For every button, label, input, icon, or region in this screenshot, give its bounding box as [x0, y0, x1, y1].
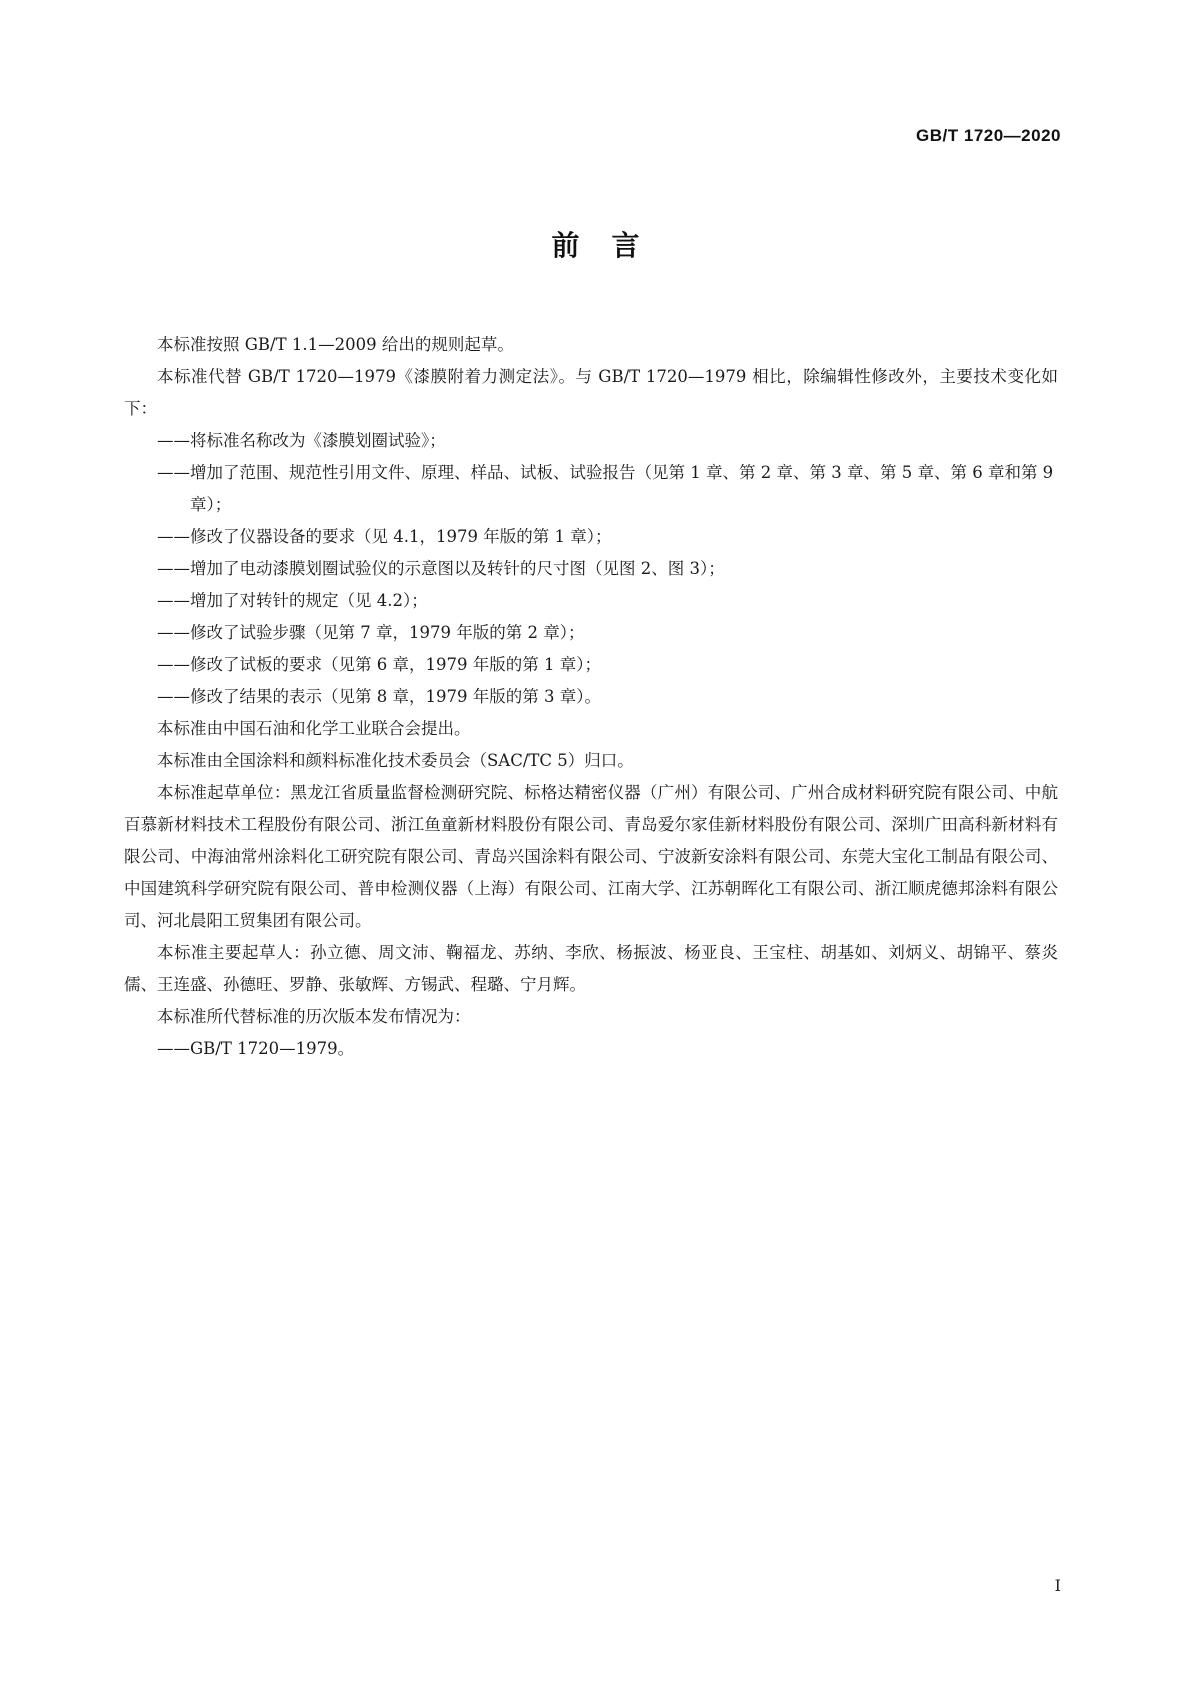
- list-item: ——修改了结果的表示（见第 8 章，1979 年版的第 3 章）。: [157, 687, 601, 706]
- paragraph-committee: 本标准由全国涂料和颜料标准化技术委员会（SAC/TC 5）归口。: [157, 751, 634, 770]
- list-item: ——修改了试板的要求（见第 6 章，1979 年版的第 1 章）；: [157, 655, 601, 674]
- dash: ——: [157, 527, 190, 546]
- paragraph-replacement: 本标准代替 GB/T 1720—1979《漆膜附着力测定法》。与 GB/T 1720—1979 相比，除编辑性修改外，主要技术变化如下：: [124, 367, 1058, 418]
- list-item: ——修改了试验步骤（见第 7 章，1979 年版的第 2 章）；: [157, 623, 585, 642]
- dash: ——: [157, 623, 190, 642]
- dash: ——: [157, 655, 190, 674]
- standard-code: GB/T 1720—2020: [916, 126, 1061, 145]
- foreword-body: [124, 329, 1058, 1065]
- dash: ——: [157, 559, 190, 578]
- list-item: ——增加了范围、规范性引用文件、原理、样品、试板、试验报告（见第 1 章、第 2 章、第 3 章、第 5 章、第 6 章和第 9 章）；: [157, 463, 1054, 514]
- dash: ——: [157, 1039, 190, 1058]
- dash: ——: [157, 463, 190, 482]
- list-item: ——增加了电动漆膜划圈试验仪的示意图以及转针的尺寸图（见图 2、图 3）；: [157, 559, 725, 578]
- paragraph-history: 本标准所代替标准的历次版本发布情况为：: [157, 1007, 471, 1026]
- list-item: ——增加了对转针的规定（见 4.2）；: [157, 591, 428, 610]
- dash: ——: [157, 431, 190, 450]
- page-title: 前言: [551, 229, 672, 262]
- dash: ——: [157, 591, 190, 610]
- paragraph-drafting-units: 本标准起草单位：黑龙江省质量监督检测研究院、标格达精密仪器（广州）有限公司、广州合成材料研究院有限公司、中航百慕新材料技术工程股份有限公司、浙江鱼童新材料股份有限公司、青岛爱尔家佳新材料股份有限公司、深圳广田高科新材料有限公司、中海油常州涂料化工研究院有限公司、青岛兴国涂料有限公司、宁波新安涂料有限公司、东莞大宝化工制品有限公司、中国建筑科学研究院有限公司、普申检测仪器（上海）有限公司、江南大学、江苏朝晖化工有限公司、浙江顺虎德邦涂料有限公司、河北晨阳工贸集团有限公司。: [124, 783, 1058, 930]
- paragraph-proposer: 本标准由中国石油和化学工业联合会提出。: [157, 719, 471, 738]
- list-item: ——将标准名称改为《漆膜划圈试验》；: [157, 431, 446, 450]
- paragraph-drafters: 本标准主要起草人：孙立德、周文沛、鞠福龙、苏纳、李欣、杨振波、杨亚良、王宝柱、胡基如、刘炳义、胡锦平、蔡炎儒、王连盛、孙德旺、罗静、张敏辉、方锡武、程璐、宁月辉。: [124, 943, 1058, 994]
- list-item: ——GB/T 1720—1979。: [157, 1039, 355, 1058]
- page-number: I: [1054, 1576, 1061, 1595]
- paragraph-drafting-rules: 本标准按照 GB/T 1.1—2009 给出的规则起草。: [157, 335, 514, 354]
- dash: ——: [157, 687, 190, 706]
- list-item: ——修改了仪器设备的要求（见 4.1，1979 年版的第 1 章）；: [157, 527, 612, 546]
